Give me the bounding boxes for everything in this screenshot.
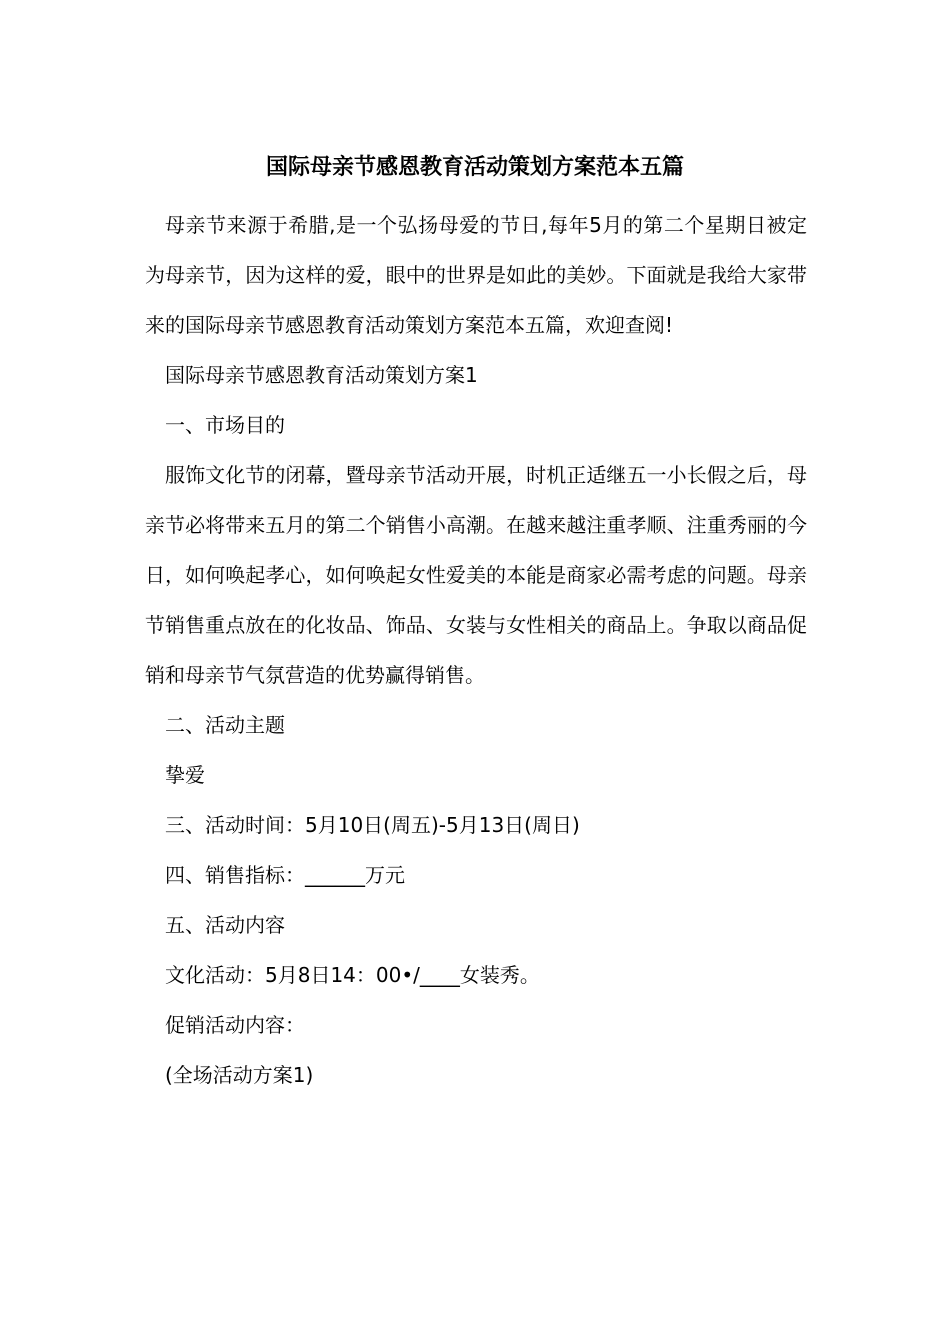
culture-activity-line: 文化活动：5月8日14：00•/____女装秀。 — [165, 963, 540, 987]
activity-time-line: 三、活动时间：5月10日(周五)-5月13日(周日) — [165, 813, 580, 837]
market-goal-paragraph: 服饰文化节的闭幕，暨母亲节活动开展，时机正适继五一小长假之后，母亲节必将带来五月的第二个销售小高潮。在越来越注重孝顺、注重秀丽的今日，如何唤起孝心，如何唤起女性爱美的本能是商家必需考虑的问题。母亲节销售重点放在的化妆品、饰品、女装与女性相关的商品上。争取以商品促销和母亲节气氛营造的优势赢得销售。 — [145, 463, 807, 687]
plan-heading: 国际母亲节感恩教育活动策划方案1 — [165, 363, 478, 387]
document-title: 国际母亲节感恩教育活动策划方案范本五篇 — [265, 155, 684, 180]
store-plan-line: (全场活动方案1) — [165, 1063, 314, 1087]
intro-paragraph: 母亲节来源于希腊,是一个弘扬母爱的节日,每年5月的第二个星期日被定为母亲节，因为这样的爱，眼中的世界是如此的美妙。下面就是我给大家带来的国际母亲节感恩教育活动策划方案范本五篇，欢迎查阅! — [145, 213, 807, 337]
theme-text: 挚爱 — [165, 763, 205, 787]
promotion-content-line: 促销活动内容： — [165, 1013, 305, 1037]
section-heading-market-goal: 一、市场目的 — [165, 413, 285, 437]
section-heading-content: 五、活动内容 — [165, 913, 285, 937]
sales-target-line: 四、销售指标：______万元 — [165, 863, 405, 887]
document-body — [145, 200, 807, 1100]
section-heading-theme: 二、活动主题 — [165, 713, 285, 737]
